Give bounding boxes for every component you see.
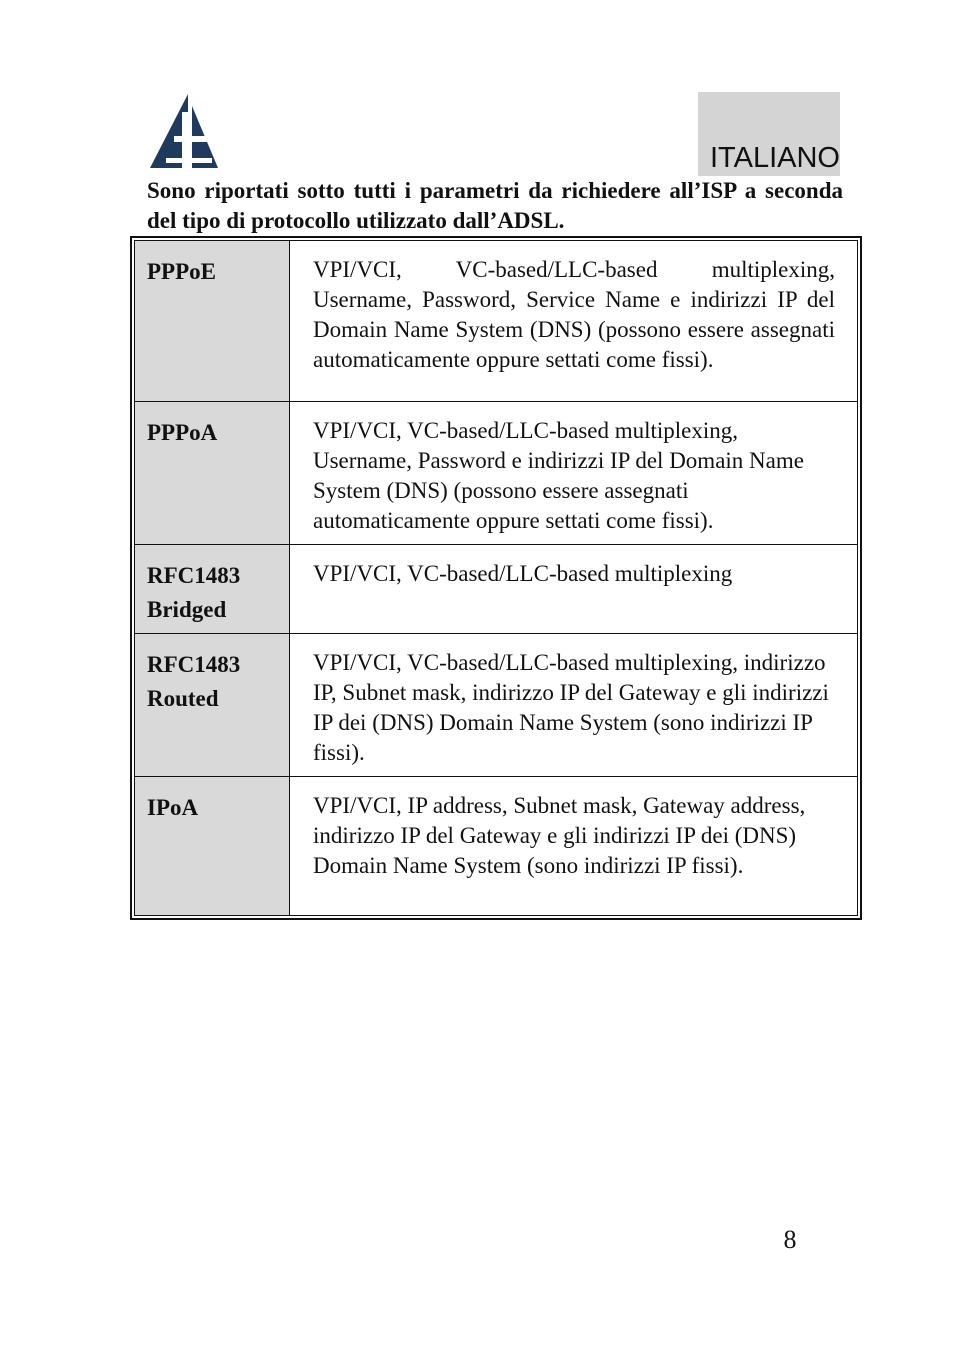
- protocol-name: IPoA: [147, 795, 199, 820]
- description-cell: VPI/VCI, VC-based/LLC-based multiplexing, Username, Password, Service Name e indirizzi IP del Domain Name System (DNS) (possono essere assegnati automaticamente oppure settati come fissi).: [290, 241, 858, 402]
- table-row: [135, 777, 858, 916]
- table-row: [135, 241, 858, 402]
- description-cell: VPI/VCI, VC-based/LLC-based multiplexing, Username, Password e indirizzi IP del Domain Name System (DNS) (possono essere assegnati automaticamente oppure settati come fissi).: [290, 402, 858, 545]
- protocol-name: RFC1483: [147, 563, 241, 588]
- protocol-name: PPPoE: [147, 259, 216, 284]
- protocol-name: PPPoA: [147, 420, 218, 445]
- protocol-variant: Routed: [147, 686, 219, 711]
- description-cell: VPI/VCI, IP address, Subnet mask, Gateway address, indirizzo IP del Gateway e gli indirizzi IP dei (DNS) Domain Name System (sono indirizzi IP fissi).: [290, 777, 858, 916]
- protocol-cell: [135, 777, 290, 916]
- language-label: ITALIANO: [710, 142, 840, 174]
- protocol-parameters-table: [130, 236, 862, 920]
- page-number: 8: [783, 1225, 797, 1254]
- description-cell: VPI/VCI, VC-based/LLC-based multiplexing, indirizzo IP, Subnet mask, indirizzo IP del Gateway e gli indirizzi IP dei (DNS) Domain Name System (sono indirizzi IP fissi).: [290, 634, 858, 777]
- description-cell: VPI/VCI, VC-based/LLC-based multiplexing: [290, 545, 858, 634]
- table-row: [135, 545, 858, 634]
- protocol-name: RFC1483: [147, 652, 241, 677]
- protocol-cell: [135, 545, 290, 634]
- table-row: [135, 634, 858, 777]
- protocol-cell: [135, 634, 290, 777]
- protocol-variant: Bridged: [147, 597, 227, 622]
- intro-paragraph: Sono riportati sotto tutti i parametri da richiedere all’ISP a seconda del tipo di protocollo utilizzato dall’ADSL.: [147, 178, 843, 233]
- table-row: [135, 402, 858, 545]
- protocol-cell: [135, 241, 290, 402]
- atlantis-logo-icon: [148, 92, 218, 170]
- protocol-cell: [135, 402, 290, 545]
